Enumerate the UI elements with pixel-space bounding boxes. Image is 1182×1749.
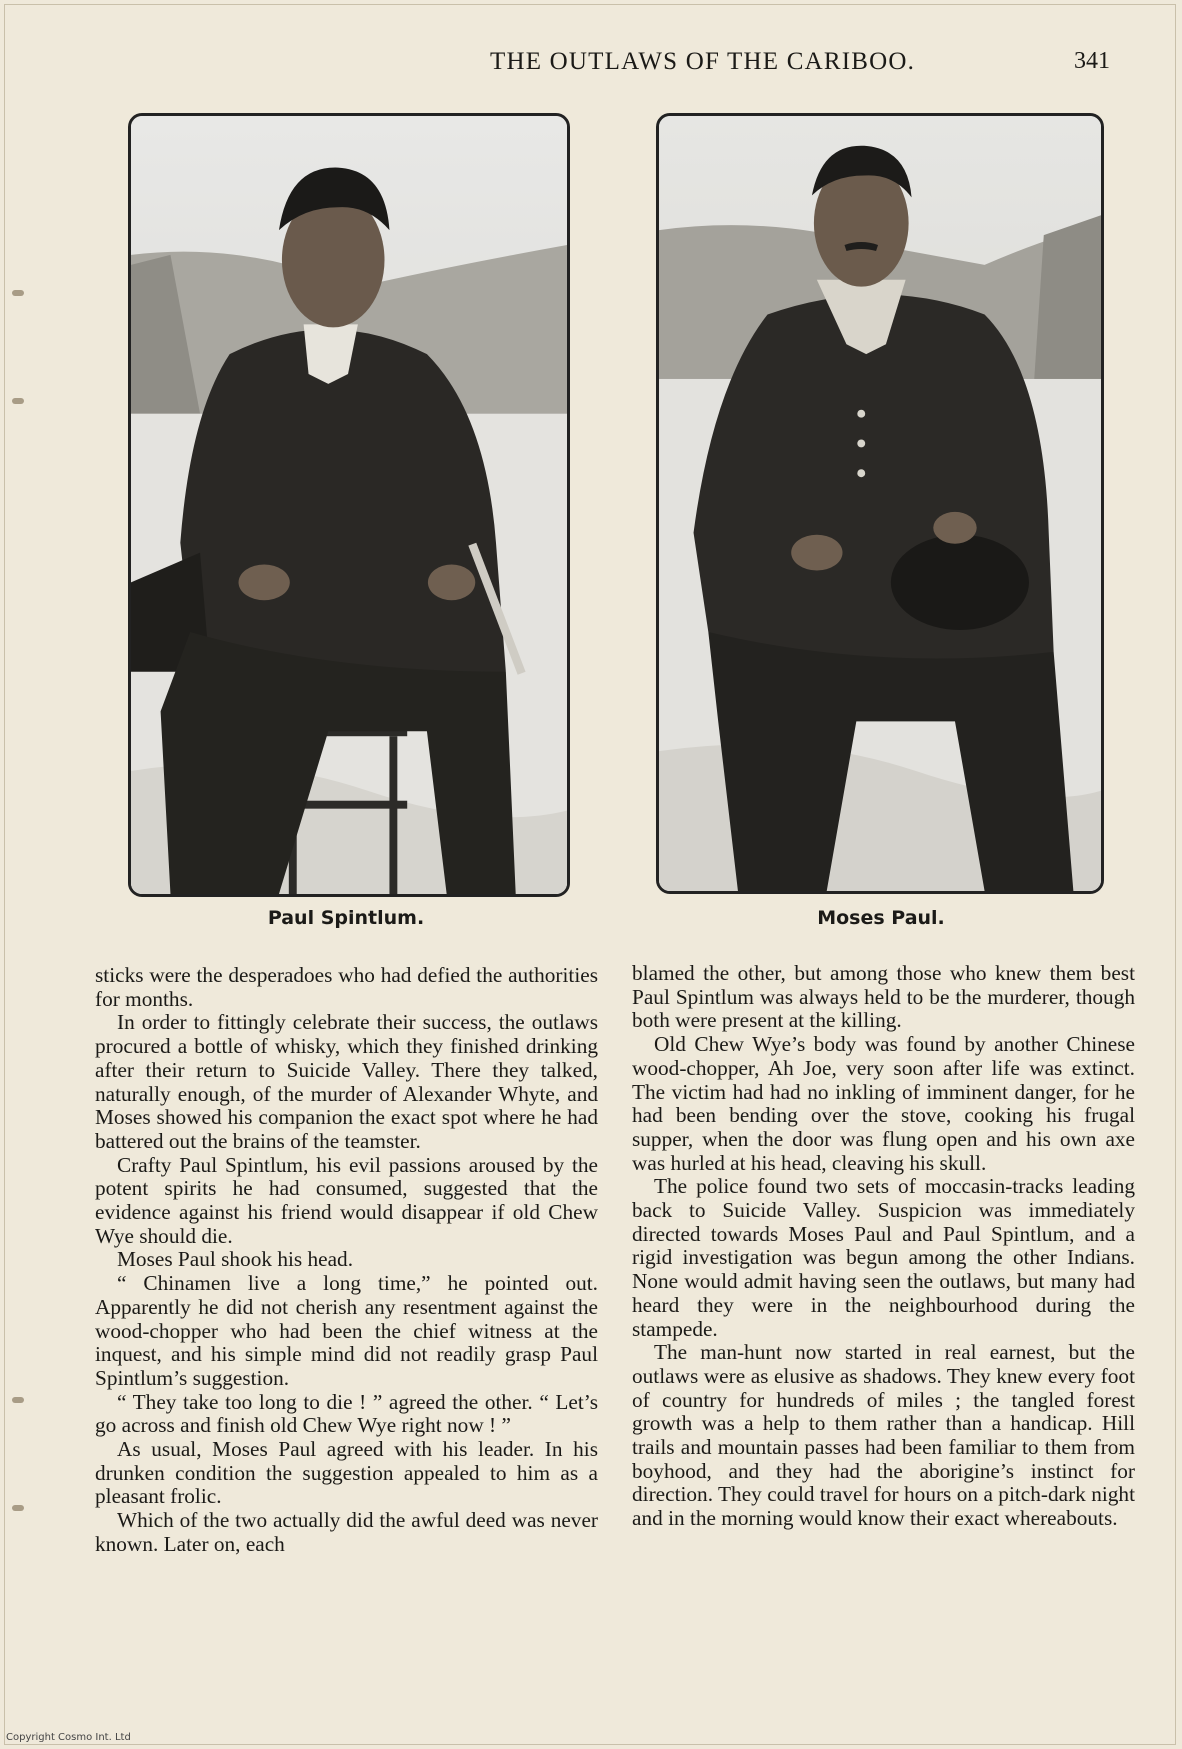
binding-mark	[12, 1397, 24, 1403]
copyright-notice: Copyright Cosmo Int. Ltd	[6, 1732, 131, 1743]
running-head	[490, 48, 1110, 84]
photo-moses-paul	[656, 113, 1104, 894]
paragraph: Moses Paul shook his head.	[117, 1247, 354, 1272]
portrait-illustration	[659, 116, 1101, 891]
page-number: 341	[1074, 48, 1110, 74]
portrait-illustration	[131, 116, 567, 894]
paragraph: Which of the two actually did the awful deed was never known. Later on, each	[95, 1508, 598, 1556]
paragraph: The police found two sets of moccasin-tracks leading back to Suicide Valley. Suspicion was immediately directed towards Moses Paul and Paul Spintlum, and a rigid investigation was begun among the other Indians. None would admit having seen the outlaws, but many had heard they were in the neighbourhood during the stampede.	[632, 1174, 1135, 1341]
caption-paul-spintlum: Paul Spintlum.	[267, 907, 425, 929]
paragraph: As usual, Moses Paul agreed with his leader. In his drunken condition the suggestion appealed to him as a pleasant frolic.	[95, 1437, 598, 1509]
text-column-left	[95, 964, 598, 1557]
paragraph: sticks were the desperadoes who had defied the authorities for months.	[95, 963, 598, 1011]
caption-moses-paul: Moses Paul.	[817, 907, 945, 929]
paragraph: The man-hunt now started in real earnest, but the outlaws were as elusive as shadows. They knew every foot of country for hundreds of miles ; the tangled forest growth was a help to them rather than a handicap. Hill trails and mountain passes had been familiar to them from boyhood, and they had the aborigine’s instinct for direction. They could travel for hours on a pitch-dark night and in the morning would know their exact whereabouts.	[632, 1340, 1135, 1531]
paragraph: “ Chinamen live a long time,” he pointed out. Apparently he did not cherish any resentment against the wood-chopper who had been the chief witness at the inquest, and his simple mind did not readily grasp Paul Spintlum’s suggestion.	[95, 1271, 598, 1390]
photo-paul-spintlum	[128, 113, 570, 897]
paragraph: Crafty Paul Spintlum, his evil passions aroused by the potent spirits he had consumed, suggested that the evidence against his friend would disappear if old Chew Wye should die.	[95, 1152, 598, 1248]
binding-mark	[12, 1505, 24, 1511]
binding-mark	[12, 290, 24, 296]
paragraph: In order to fittingly celebrate their success, the outlaws procured a bottle of whisky, which they finished drinking after their return to Suicide Valley. There they talked, naturally enough, of the murder of Alexander Whyte, and Moses showed his companion the exact spot where he had battered out the brains of the teamster.	[95, 1010, 598, 1153]
paragraph: Old Chew Wye’s body was found by another Chinese wood-chopper, Ah Joe, very soon after life was extinct. The victim had had no inkling of imminent danger, for he had been bending over the stove, cooking his frugal supper, when the door was flung open and his own axe was hurled at his head, cleaving his skull.	[632, 1032, 1135, 1175]
binding-mark	[12, 398, 24, 404]
running-title: THE OUTLAWS OF THE CARIBOO.	[490, 48, 916, 75]
paragraph: “ They take too long to die ! ” agreed the other. “ Let’s go across and finish old Chew Wye right now ! ”	[95, 1389, 598, 1438]
paragraph: blamed the other, but among those who knew them best Paul Spintlum was always held to be the murderer, though both were present at the killing.	[632, 961, 1135, 1033]
text-column-right	[632, 962, 1135, 1531]
